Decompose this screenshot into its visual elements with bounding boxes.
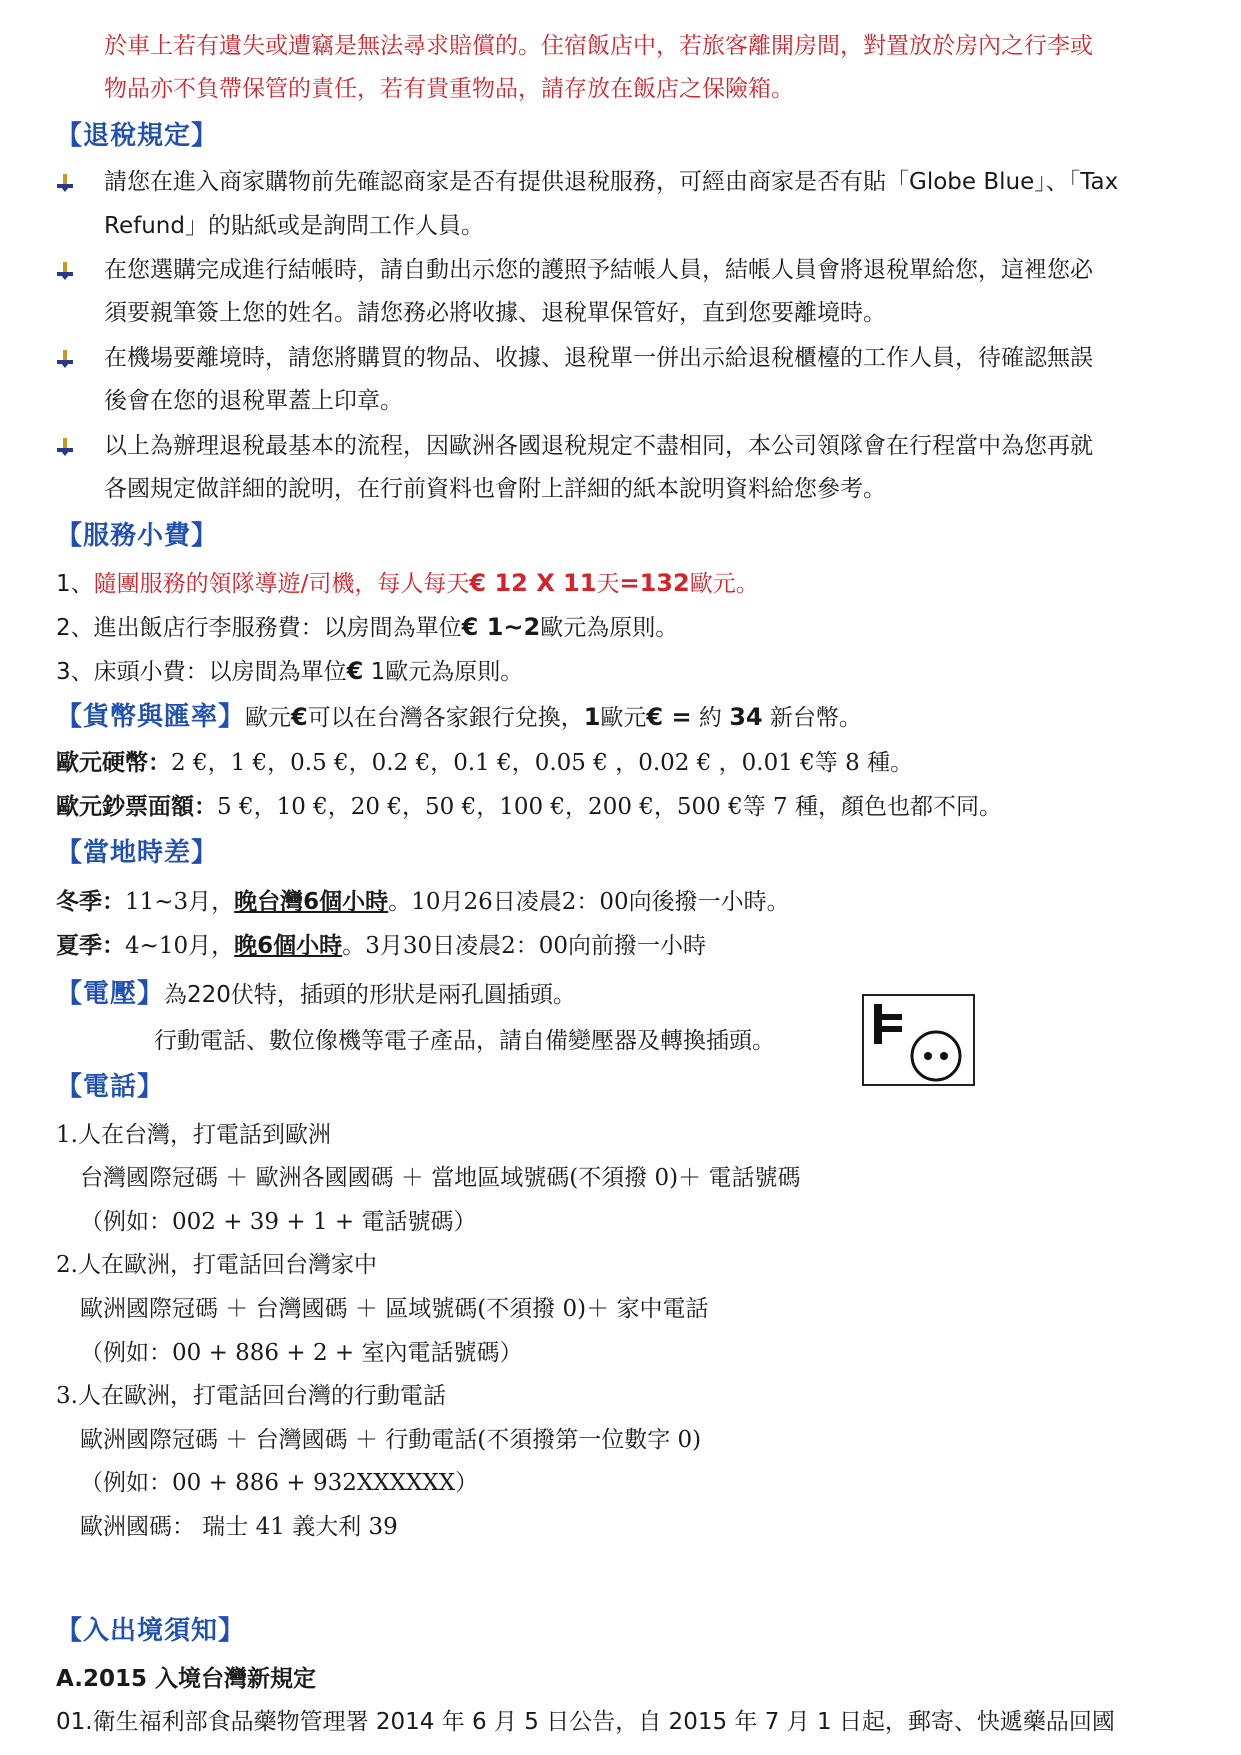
phone-line-1: 1.人在台灣，打電話到歐洲 (56, 1122, 331, 1148)
currency-heading: 【貨幣與匯率】 (56, 702, 246, 732)
entry-subheading: A.2015 入境台灣新規定 (56, 1666, 316, 1692)
coins-list: 2 €，1 €，0.5 €，0.2 €，0.1 €，0.05 € ，0.02 € ，0.01 €等 8 種。 (171, 750, 914, 776)
notes-list: 5 €，10 €，20 €，50 €，100 €，200 €，500 €等 7 種，顏色也都不同。 (217, 794, 1002, 820)
winter-note: 。10月26日凌晨2：00向後撥一小時。 (388, 889, 790, 915)
summer-line (56, 931, 706, 961)
tax-item-4-line-2: 各國規定做詳細的說明，在行前資料也會附上詳細的紙本說明資料給您參考。 (104, 476, 886, 502)
tip-1-end: 歐元。 (689, 571, 759, 597)
tip-2-text: 進出飯店行李服務費：以房間為單位 (93, 615, 462, 641)
tip-3-amount: € (346, 657, 364, 685)
tips-heading: 【服務小費】 (56, 521, 219, 551)
voltage-text-2: 行動電話、數位像機等電子產品，請自備變壓器及轉換插頭。 (154, 1028, 775, 1054)
currency-line (56, 702, 862, 733)
tax-item-2-line-1: 在您選購完成進行結帳時，請自動出示您的護照予結帳人員，結帳人員會將退稅單給您，這裡您必 (104, 257, 1093, 283)
tax-item-2-line-2: 須要親筆簽上您的姓名。請您務必將收據、退稅單保管好，直到您要離境時。 (104, 300, 886, 326)
currency-equals: € = (646, 703, 692, 731)
entry-heading: 【入出境須知】 (56, 1616, 246, 1646)
phone-line-4: 2.人在歐洲，打電話回台灣家中 (56, 1252, 377, 1278)
phone-line-2: 台灣國際冠碼 ＋ 歐洲各國國碼 ＋ 當地區域號碼(不須撥 0)＋ 電話號碼 (80, 1165, 801, 1191)
tip-2-amount: € 1~2 (461, 613, 541, 641)
currency-rate: 34 (729, 703, 763, 731)
voltage-line (56, 979, 576, 1010)
tip-2-end: 歐元為原則。 (540, 615, 679, 641)
tip-1-mid: 天 (596, 571, 620, 597)
tip-1-number: 1、 (56, 571, 94, 597)
tip-2-number: 2、 (56, 615, 94, 641)
currency-one: 1 (583, 703, 601, 731)
bullet-icon (54, 348, 76, 370)
tax-item-3-line-2: 後會在您的退稅單蓋上印章。 (104, 388, 403, 414)
tax-item-3-line-1: 在機場要離境時，請您將購買的物品、收據、退稅單一併出示給退稅櫃檯的工作人員，待確認無誤 (104, 345, 1093, 371)
tip-1-text: 隨團服務的領隊導遊/司機，每人每天 (93, 571, 470, 597)
phone-line-7: 3.人在歐洲，打電話回台灣的行動電話 (56, 1383, 446, 1409)
phone-line-8: 歐洲國際冠碼 ＋ 台灣國碼 ＋ 行動電話(不須撥第一位數字 0) (80, 1427, 702, 1453)
currency-text-2: 可以在台灣各家銀行兌換， (307, 705, 584, 731)
winter-label: 冬季： (56, 889, 125, 915)
phone-line-9: （例如：00 + 886 + 932XXXXXX） (80, 1470, 479, 1496)
tip-3-end: 1歐元為原則。 (363, 659, 524, 685)
summer-diff: 晚6個小時 (234, 933, 343, 959)
phone-line-5: 歐洲國際冠碼 ＋ 台灣國碼 ＋ 區域號碼(不須撥 0)＋ 家中電話 (80, 1296, 709, 1322)
currency-text-3: 歐元 (600, 705, 647, 731)
coins-label: 歐元硬幣： (56, 750, 171, 776)
plug-socket-icon (862, 994, 975, 1086)
bullet-icon (54, 172, 76, 194)
tip-3-number: 3、 (56, 659, 94, 685)
summer-note: 。3月30日凌晨2：00向前撥一小時 (342, 933, 706, 959)
tax-item-1-line-1: 請您在進入商家購物前先確認商家是否有提供退稅服務，可經由商家是否有貼「Globe Blue」、「Tax (104, 169, 1119, 195)
summer-range: 4~10月， (125, 933, 235, 959)
bullet-icon (54, 260, 76, 282)
notice-line-2: 物品亦不負帶保管的責任，若有貴重物品，請存放在飯店之保險箱。 (104, 76, 794, 102)
tip-item-1 (56, 568, 759, 599)
summer-label: 夏季： (56, 933, 125, 959)
winter-line (56, 887, 790, 917)
tip-1-total: =132 (619, 569, 690, 597)
notes-line (56, 792, 1002, 822)
bullet-icon (54, 436, 76, 458)
phone-line-10: 歐洲國碼： 瑞士 41 義大利 39 (80, 1514, 398, 1540)
notice-line-1: 於車上若有遺失或遭竊是無法尋求賠償的。住宿飯店中，若旅客離開房間，對置放於房內之行李或 (104, 33, 1093, 59)
currency-text-5: 新台幣。 (762, 705, 862, 731)
winter-range: 11~3月， (125, 889, 235, 915)
phone-line-6: （例如：00 + 886 + 2 + 室內電話號碼） (80, 1340, 523, 1366)
tax-heading: 【退稅規定】 (56, 121, 219, 151)
currency-text-4: 約 (691, 705, 730, 731)
tip-1-amount: € 12 X 11 (469, 569, 597, 597)
currency-euro-sign: € (291, 703, 308, 731)
tip-item-3 (56, 656, 523, 687)
voltage-text-1: 為220伏特，插頭的形狀是兩孔圓插頭。 (164, 982, 576, 1008)
entry-line-1: 01.衛生福利部食品藥物管理署 2014 年 6 月 5 日公告，自 2015 年 7 月 1 日起，郵寄、快遞藥品回國 (56, 1709, 1115, 1735)
coins-line (56, 748, 913, 778)
phone-line-3: （例如：002 + 39 + 1 + 電話號碼） (80, 1209, 477, 1235)
plug-drawing (864, 996, 973, 1084)
notes-label: 歐元鈔票面額： (56, 794, 217, 820)
tax-item-4-line-1: 以上為辦理退稅最基本的流程，因歐洲各國退稅規定不盡相同，本公司領隊會在行程當中為您再就 (104, 433, 1093, 459)
tax-item-1-line-2: Refund」的貼紙或是詢問工作人員。 (104, 213, 484, 239)
tip-3-text: 床頭小費：以房間為單位 (93, 659, 347, 685)
currency-text-1: 歐元 (245, 705, 292, 731)
winter-diff: 晚台灣6個小時 (234, 889, 389, 915)
voltage-heading: 【電壓】 (56, 979, 165, 1009)
timezone-heading: 【當地時差】 (56, 838, 219, 868)
phone-heading: 【電話】 (56, 1072, 165, 1102)
tip-item-2 (56, 612, 678, 643)
